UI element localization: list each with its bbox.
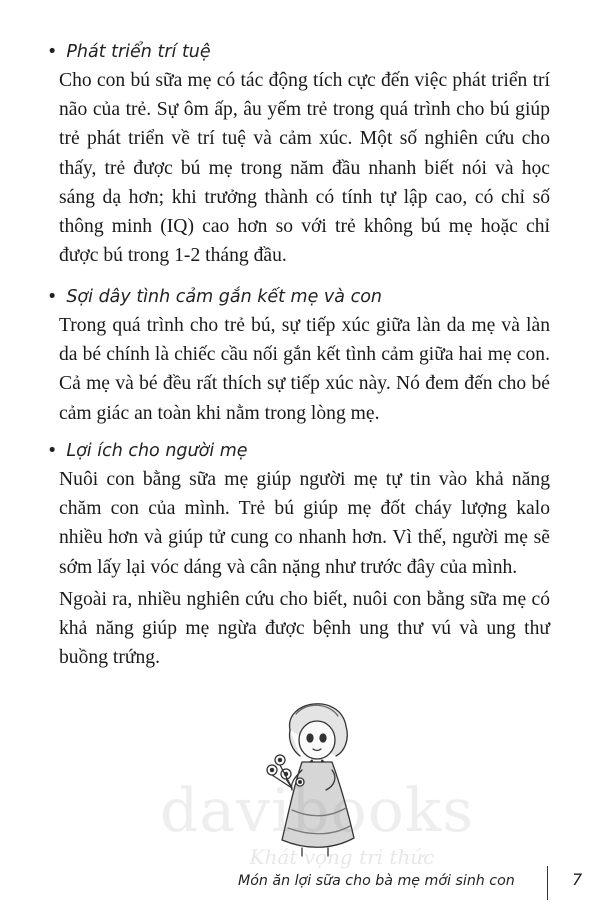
paragraph-mother-benefits: Nuôi con bằng sữa mẹ giúp người mẹ tự tin vào khả năng chăm con của mình. Trẻ bú giúp mẹ đốt cháy lượng kalo nhiều hơn và giúp tử cung co nhanh hơn. Vì thế, người mẹ sẽ sớm lấy lại vóc dáng và cân nặng như trước đây của mình. bbox=[59, 469, 550, 578]
paragraph-cancer-prevention: Ngoài ra, nhiều nghiên cứu cho biết, nuôi con bằng sữa mẹ có khả năng giúp mẹ ngừa được bệnh ung thư vú và ung thư buồng trứng. bbox=[59, 589, 550, 669]
footer-book-title: Món ăn lợi sữa cho bà mẹ mới sinh con bbox=[238, 873, 515, 889]
footer-divider bbox=[547, 866, 548, 900]
section-heading-mother-benefits bbox=[47, 440, 248, 462]
section-heading-bonding bbox=[47, 286, 382, 308]
paragraph-intelligence: Cho con bú sữa mẹ có tác động tích cực đến việc phát triển trí não của trẻ. Sự ôm ấp, âu yếm trẻ trong quá trình cho bú giúp trẻ phát triển về trí tuệ và cảm xúc. Một số nghiên cứu cho thấy, trẻ được bú mẹ trong năm đầu nhanh biết nói và học sáng dạ hơn; khi trưởng thành có tính tự lập cao, có chỉ số thông minh (IQ) cao hơn so với trẻ không bú mẹ hoặc chỉ được bú trong 1-2 tháng đầu. bbox=[59, 70, 550, 267]
heading-text: Sợi dây tình cảm gắn kết mẹ và con bbox=[66, 287, 382, 307]
bullet: • bbox=[47, 441, 58, 461]
page-number: 7 bbox=[572, 870, 583, 889]
watermark-brand: davibooks bbox=[160, 776, 475, 846]
section-heading-intelligence bbox=[47, 41, 211, 63]
watermark-slogan: Khát vọng tri thức bbox=[249, 845, 435, 869]
heading-text: Lợi ích cho người mẹ bbox=[66, 441, 248, 461]
bullet: • bbox=[47, 287, 58, 307]
paragraph-bonding: Trong quá trình cho trẻ bú, sự tiếp xúc giữa làn da mẹ và làn da bé chính là chiếc cầu nối gắn kết tình cảm giữa hai mẹ con. Cả mẹ và bé đều rất thích sự tiếp xúc này. Nó đem đến cho bé cảm giác an toàn khi nằm trong lòng mẹ. bbox=[59, 315, 550, 424]
bullet: • bbox=[47, 42, 58, 62]
heading-text: Phát triển trí tuệ bbox=[66, 42, 211, 62]
